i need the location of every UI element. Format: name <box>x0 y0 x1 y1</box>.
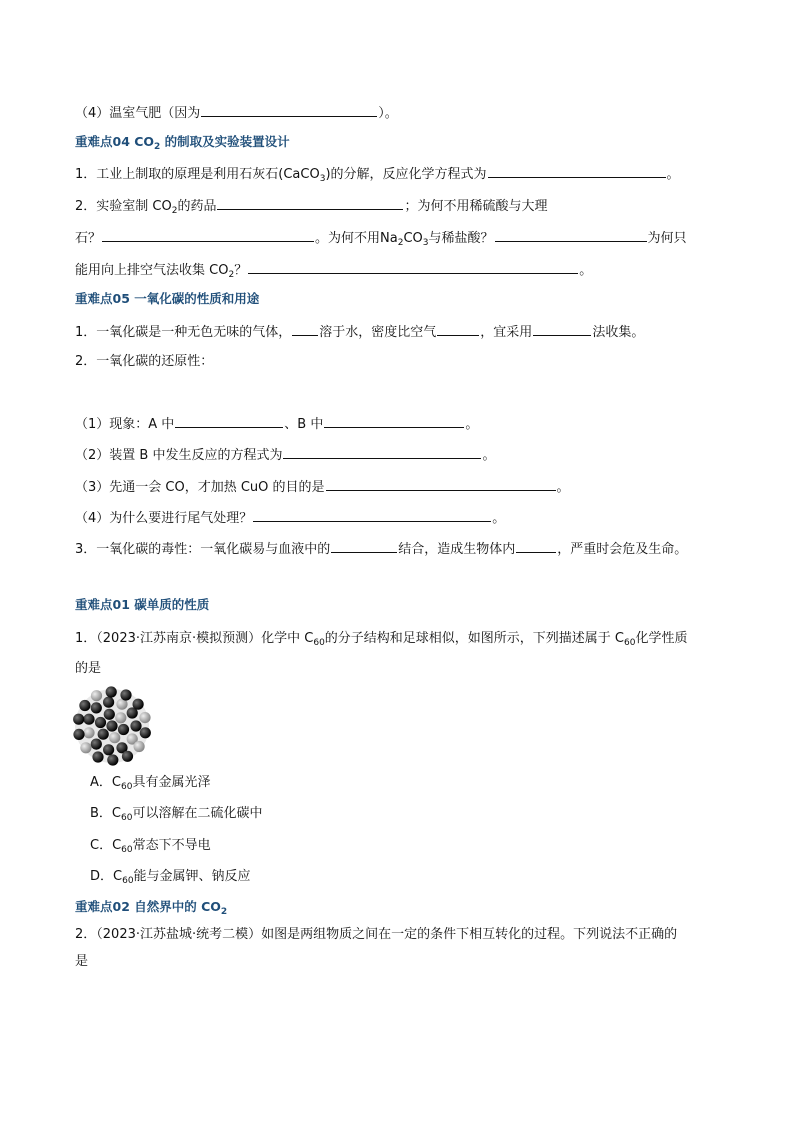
carbon-atom <box>98 729 109 740</box>
question-1-cont: 的是 <box>75 661 102 676</box>
section-heading-01: 重难点01 碳单质的性质 <box>75 597 210 612</box>
question-2-cont: 是 <box>75 954 89 969</box>
carbon-atom <box>73 729 84 740</box>
greenhouse-item: （4）温室气肥（因为 ）。 <box>75 103 398 123</box>
answer-blank[interactable] <box>283 445 481 459</box>
section-heading-05: 重难点05 一氧化碳的性质和用途 <box>75 291 260 306</box>
co2-item-2-cont: 石？ 。为何不用$Na_2CO_3$与稀盐酸？ 为何只 <box>75 228 687 248</box>
answer-blank[interactable] <box>324 414 464 428</box>
answer-blank[interactable] <box>326 477 556 491</box>
answer-blank[interactable] <box>488 164 666 178</box>
carbon-atom <box>91 702 102 713</box>
co2-item-2-cont2: 能用向上排空气法收集 $CO_2$？ 。 <box>75 260 592 280</box>
co-subitem-2: （2）装置 B 中发生反应的方程式为 。 <box>75 445 495 465</box>
carbon-atom <box>134 741 145 752</box>
c60-molecule-image <box>72 686 152 766</box>
carbon-atom <box>95 717 106 728</box>
answer-blank[interactable] <box>331 539 397 553</box>
answer-blank[interactable] <box>248 260 578 274</box>
section-heading-02: 重难点02 自然界中的 $CO_2$ <box>75 899 228 917</box>
co-subitem-1: （1）现象：A 中 、B 中 。 <box>75 414 478 434</box>
carbon-atom <box>91 739 102 750</box>
section-heading-04: 重难点04 $CO_2$ 的制取及实验装置设计 <box>75 134 290 152</box>
carbon-atom <box>103 744 114 755</box>
option-a[interactable]: A．$C_{60}$具有金属光泽 <box>90 775 211 792</box>
answer-blank[interactable] <box>516 539 556 553</box>
carbon-atom <box>103 697 114 708</box>
question-1: 1．（2023·江苏南京·模拟预测）化学中 $C_{60}$的分子结构和足球相似，如图所示，下列描述属于 $C_{60}$化学性质 <box>75 631 688 648</box>
carbon-atom <box>120 689 131 700</box>
co-subitem-4: （4）为什么要进行尾气处理？ 。 <box>75 508 505 528</box>
carbon-atom <box>139 712 150 723</box>
carbon-atom <box>130 720 141 731</box>
carbon-atom <box>133 699 144 710</box>
answer-blank[interactable] <box>495 228 647 242</box>
carbon-atom <box>106 686 117 697</box>
answer-blank[interactable] <box>533 322 591 336</box>
co-item-2: 2．一氧化碳的还原性： <box>75 354 214 369</box>
co-subitem-3: （3）先通一会 CO，才加热 CuO 的目的是 。 <box>75 477 570 497</box>
carbon-atom <box>109 732 120 743</box>
co-item-1: 1．一氧化碳是一种无色无味的气体， 溶于水，密度比空气 ，宜采用 法收集。 <box>75 322 644 342</box>
carbon-atom <box>80 742 91 753</box>
carbon-atom <box>104 709 115 720</box>
carbon-atom <box>118 724 129 735</box>
answer-blank[interactable] <box>201 103 377 117</box>
answer-blank[interactable] <box>175 414 283 428</box>
carbon-atom <box>122 751 133 762</box>
carbon-atom <box>91 690 102 701</box>
option-d[interactable]: D．$C_{60}$能与金属钾、钠反应 <box>90 869 251 886</box>
carbon-atom <box>83 727 94 738</box>
option-c[interactable]: C．$C_{60}$常态下不导电 <box>90 838 211 855</box>
carbon-atom <box>73 714 84 725</box>
answer-blank[interactable] <box>292 322 318 336</box>
carbon-atom <box>79 700 90 711</box>
option-b[interactable]: B．$C_{60}$可以溶解在二硫化碳中 <box>90 806 263 823</box>
co2-item-2: 2．实验室制 $CO_2$的药品 ；为何不用稀硫酸与大理 <box>75 196 547 216</box>
co2-item-1: 1．工业上制取的原理是利用石灰石(CaCO$_3$)的分解，反应化学方程式为 。 <box>75 164 680 184</box>
answer-blank[interactable] <box>102 228 314 242</box>
carbon-atom <box>115 712 126 723</box>
carbon-atom <box>83 714 94 725</box>
question-2: 2．（2023·江苏盐城·统考二模）如图是两组物质之间在一定的条件下相互转化的过程。下列说法不正确的 <box>75 927 678 942</box>
carbon-atom <box>92 751 103 762</box>
answer-blank[interactable] <box>217 196 403 210</box>
carbon-atom <box>140 727 151 738</box>
carbon-atom <box>107 754 118 765</box>
answer-blank[interactable] <box>253 508 491 522</box>
carbon-atom <box>106 720 117 731</box>
co-item-3: 3．一氧化碳的毒性：一氧化碳易与血液中的 结合，造成生物体内 ，严重时会危及生命。 <box>75 539 687 559</box>
answer-blank[interactable] <box>437 322 479 336</box>
